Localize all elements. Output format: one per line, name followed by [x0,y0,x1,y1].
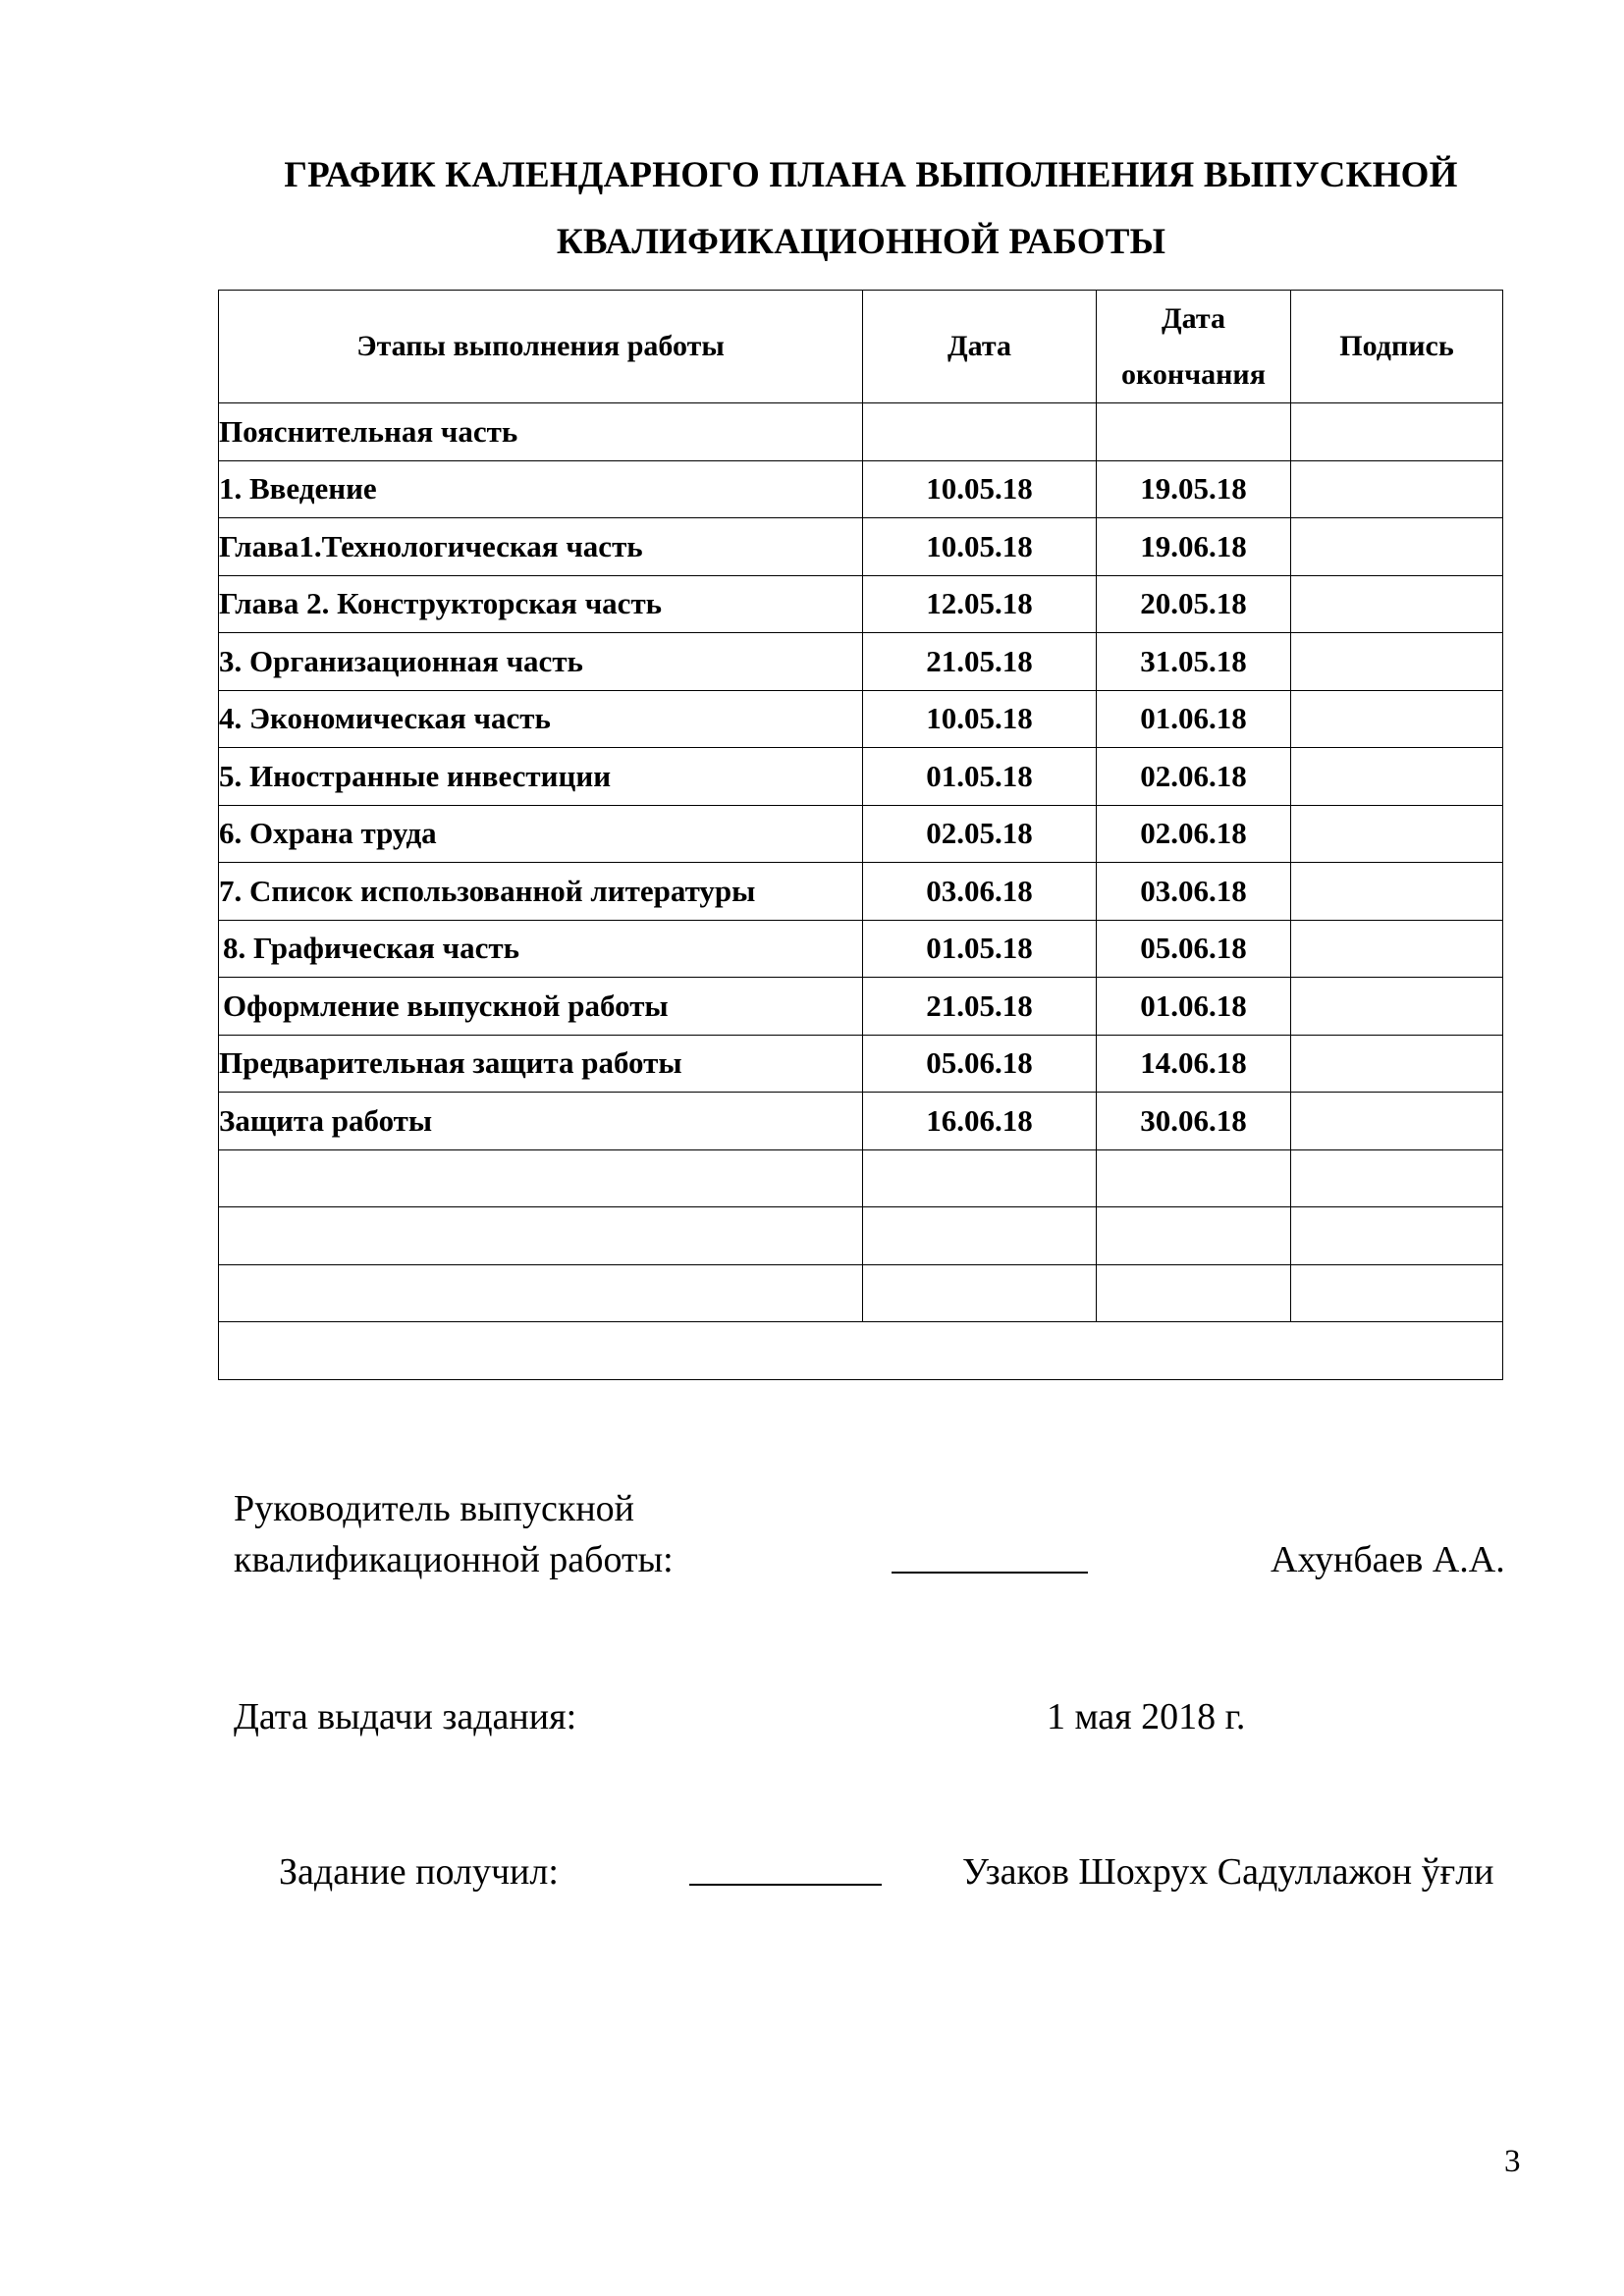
end-date-cell: 19.06.18 [1097,518,1291,576]
supervisor-label-line-2: квалификационной работы: [234,1539,674,1580]
start-date-cell: 21.05.18 [863,978,1097,1036]
stage-cell: 1. Введение [219,460,863,518]
stage-cell: 5. Иностранные инвестиции [219,748,863,806]
calendar-plan-table [218,290,1503,1380]
empty-table-row [219,1207,1503,1265]
start-date-cell: 05.06.18 [863,1035,1097,1093]
table-row [219,460,1503,518]
table-row [219,518,1503,576]
empty-cell [863,1264,1097,1322]
supervisor-name: Ахунбаев А.А. [1271,1539,1505,1580]
table-row [219,978,1503,1036]
end-date-cell: 03.06.18 [1097,863,1291,921]
start-date-cell: 01.05.18 [863,748,1097,806]
stage-cell: Оформление выпускной работы [219,978,863,1036]
signature-cell [1291,460,1503,518]
student-signature-line [689,1884,882,1886]
empty-table-row [219,1149,1503,1207]
stage-cell: 7. Список использованной литературы [219,863,863,921]
end-date-cell: 01.06.18 [1097,978,1291,1036]
signature-cell [1291,863,1503,921]
header-end-date [1097,291,1291,403]
signature-cell [1291,1093,1503,1150]
start-date-cell: 12.05.18 [863,575,1097,633]
end-date-cell: 01.06.18 [1097,690,1291,748]
stage-cell: 4. Экономическая часть [219,690,863,748]
table-row [219,633,1503,691]
table-row [219,403,1503,461]
start-date-cell: 10.05.18 [863,518,1097,576]
signature-cell [1291,633,1503,691]
start-date-cell [863,403,1097,461]
document-title-line-2: КВАЛИФИКАЦИОННОЙ РАБОТЫ [556,222,1166,262]
stage-cell: 8. Графическая часть [219,920,863,978]
end-date-cell: 31.05.18 [1097,633,1291,691]
merged-empty-cell [219,1322,1503,1380]
signature-cell [1291,690,1503,748]
header-signature: Подпись [1291,291,1503,403]
end-date-cell [1097,403,1291,461]
page-number: 3 [1504,2144,1521,2179]
signature-cell [1291,575,1503,633]
end-date-cell: 02.06.18 [1097,748,1291,806]
header-date: Дата [863,291,1097,403]
empty-cell [1097,1207,1291,1265]
start-date-cell: 21.05.18 [863,633,1097,691]
start-date-cell: 10.05.18 [863,690,1097,748]
stage-cell: Глава1.Технологическая часть [219,518,863,576]
issue-date-value: 1 мая 2018 г. [1047,1696,1246,1737]
start-date-cell: 01.05.18 [863,920,1097,978]
end-date-cell: 20.05.18 [1097,575,1291,633]
merged-empty-row [219,1322,1503,1380]
header-end-date-line-2: окончания [1121,358,1266,391]
student-name: Узаков Шохрух Садуллажон ўғли [962,1851,1494,1893]
stage-cell: 3. Организационная часть [219,633,863,691]
signature-cell [1291,518,1503,576]
empty-cell [219,1149,863,1207]
end-date-cell: 02.06.18 [1097,805,1291,863]
signature-cell [1291,978,1503,1036]
empty-cell [219,1207,863,1265]
table-row [219,863,1503,921]
table-row [219,748,1503,806]
start-date-cell: 16.06.18 [863,1093,1097,1150]
empty-table-row [219,1264,1503,1322]
table-row [219,1035,1503,1093]
start-date-cell: 03.06.18 [863,863,1097,921]
empty-cell [1097,1264,1291,1322]
stage-cell: Глава 2. Конструкторская часть [219,575,863,633]
table-row [219,1093,1503,1150]
table-row [219,920,1503,978]
supervisor-signature-line [892,1572,1088,1574]
signature-cell [1291,748,1503,806]
empty-cell [219,1264,863,1322]
end-date-cell: 19.05.18 [1097,460,1291,518]
table-row [219,805,1503,863]
empty-cell [1291,1149,1503,1207]
start-date-cell: 02.05.18 [863,805,1097,863]
stage-cell: Защита работы [219,1093,863,1150]
stage-cell: 6. Охрана труда [219,805,863,863]
signature-cell [1291,1035,1503,1093]
empty-cell [1291,1207,1503,1265]
empty-cell [1097,1149,1291,1207]
empty-cell [863,1149,1097,1207]
stage-cell: Предварительная защита работы [219,1035,863,1093]
header-end-date-line-1: Дата [1162,302,1225,335]
supervisor-label-line-1: Руководитель выпускной [234,1488,634,1529]
stage-cell: Пояснительная часть [219,403,863,461]
empty-cell [863,1207,1097,1265]
end-date-cell: 30.06.18 [1097,1093,1291,1150]
end-date-cell: 14.06.18 [1097,1035,1291,1093]
table-header-row [219,291,1503,403]
issue-date-label: Дата выдачи задания: [234,1696,577,1737]
header-stage: Этапы выполнения работы [219,291,863,403]
start-date-cell: 10.05.18 [863,460,1097,518]
table-row [219,575,1503,633]
table-row [219,690,1503,748]
signature-cell [1291,403,1503,461]
empty-cell [1291,1264,1503,1322]
signature-cell [1291,805,1503,863]
document-title-line-1: ГРАФИК КАЛЕНДАРНОГО ПЛАНА ВЫПОЛНЕНИЯ ВЫПУСКНОЙ [284,155,1458,195]
task-received-label: Задание получил: [279,1851,559,1893]
end-date-cell: 05.06.18 [1097,920,1291,978]
signature-cell [1291,920,1503,978]
